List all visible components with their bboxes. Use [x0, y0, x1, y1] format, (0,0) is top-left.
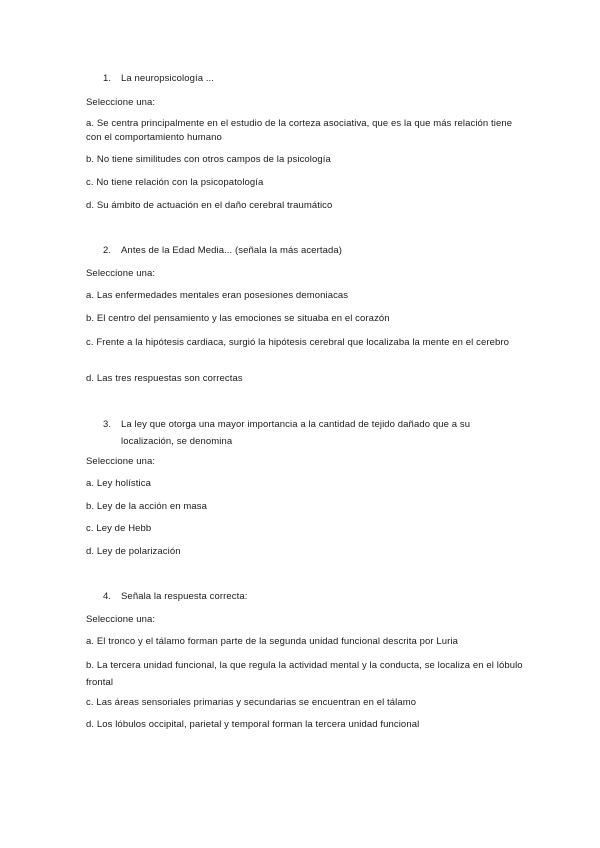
question-2-option-d: d. Las tres respuestas son correctas	[86, 373, 243, 384]
question-3-option-b: b. Ley de la acción en masa	[86, 501, 207, 512]
question-1-option-d: d. Su ámbito de actuación en el daño cerebral traumático	[86, 200, 333, 211]
question-1-prompt: Seleccione una:	[86, 97, 156, 108]
question-4-prompt: Seleccione una:	[86, 614, 156, 625]
question-2-prompt: Seleccione una:	[86, 268, 156, 279]
question-2-title	[103, 242, 523, 259]
question-number: 4.	[103, 591, 112, 602]
question-number: 3.	[103, 419, 112, 430]
question-4-option-a: a. El tronco y el tálamo forman parte de la segunda unidad funcional descrita por Luria	[86, 636, 459, 647]
question-4-title	[103, 588, 523, 605]
question-1-option-c: c. No tiene relación con la psicopatología	[86, 177, 264, 188]
question-text: La ley que otorga una mayor importancia a la cantidad de tejido dañado que a su localización, se denomina	[121, 419, 471, 447]
question-text: Señala la respuesta correcta:	[121, 591, 248, 602]
question-3-option-d: d. Ley de polarización	[86, 546, 181, 557]
question-3-option-a: a. Ley holística	[86, 478, 151, 489]
question-3-title	[103, 416, 523, 450]
question-1-option-a: a. Se centra principalmente en el estudio de la corteza asociativa, que es la que más relación tiene con el comportamiento humano	[86, 118, 513, 143]
question-2-option-a: a. Las enfermedades mentales eran posesiones demoniacas	[86, 290, 349, 301]
question-4-option-b: b. La tercera unidad funcional, la que regula la actividad mental y la conducta, se localiza en el lóbulo frontal	[86, 660, 523, 688]
question-2-option-c: c. Frente a la hipótesis cardiaca, surgió la hipótesis cerebral que localizaba la mente en el cerebro	[86, 337, 510, 348]
question-3-prompt: Seleccione una:	[86, 456, 156, 467]
question-text: Antes de la Edad Media... (señala la más acertada)	[121, 245, 342, 256]
question-1-option-b: b. No tiene similitudes con otros campos de la psicología	[86, 154, 331, 165]
question-text: La neuropsicología ...	[121, 73, 215, 84]
question-4-option-c: c. Las áreas sensoriales primarias y secundarias se encuentran en el tálamo	[86, 697, 417, 708]
question-3-option-c: c. Ley de Hebb	[86, 523, 152, 534]
question-1-title	[103, 70, 523, 87]
question-number: 1.	[103, 73, 112, 84]
question-number: 2.	[103, 245, 112, 256]
question-2-option-b: b. El centro del pensamiento y las emociones se situaba en el corazón	[86, 313, 390, 324]
question-4-option-d: d. Los lóbulos occipital, parietal y temporal forman la tercera unidad funcional	[86, 719, 420, 730]
